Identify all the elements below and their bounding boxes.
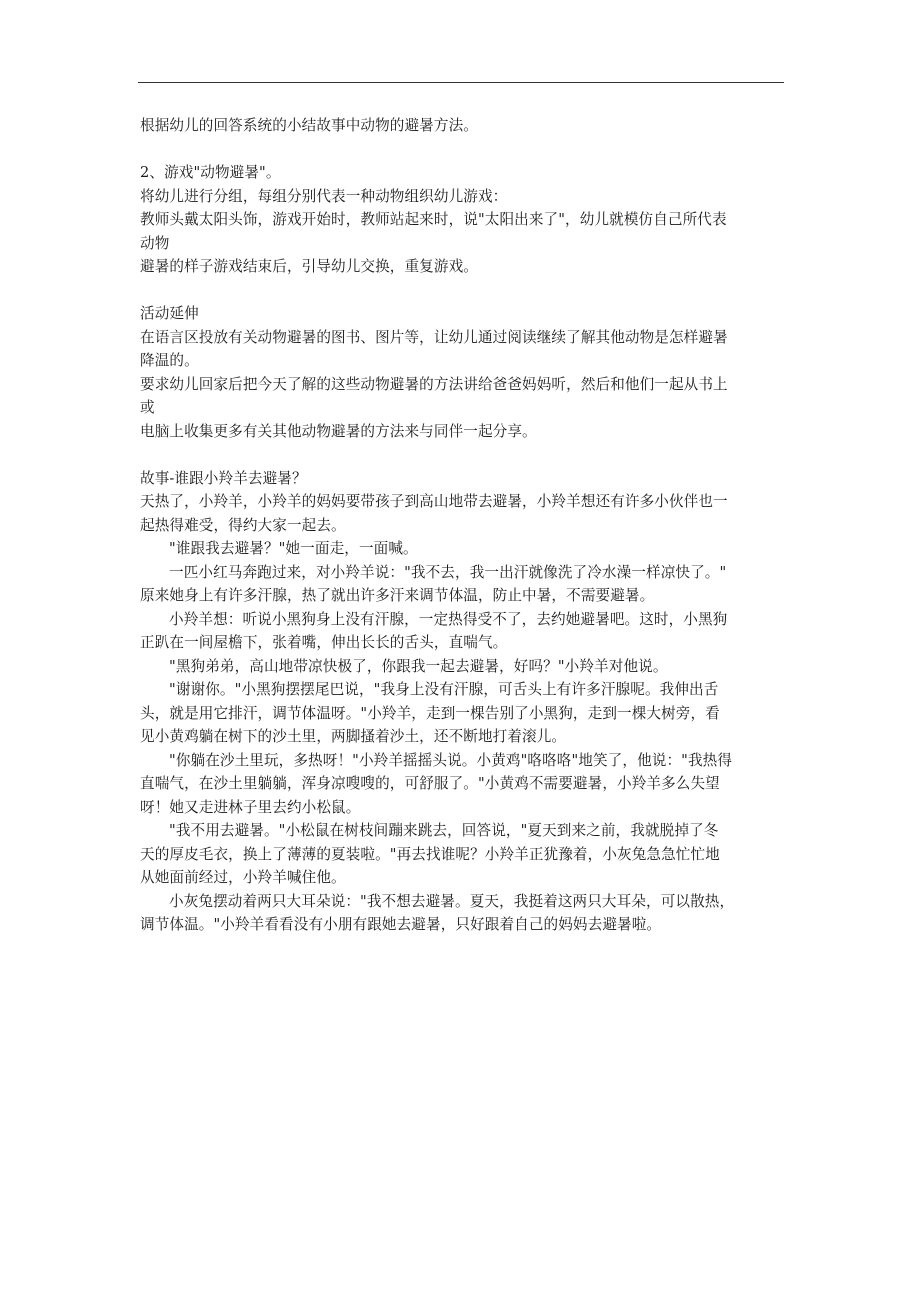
text-line: 根据幼儿的回答系统的小结故事中动物的避暑方法。 bbox=[140, 117, 478, 134]
text-line: 见小黄鸡躺在树下的沙土里，两脚搔着沙土，还不断地打着滚儿。 bbox=[140, 728, 567, 745]
section-gap bbox=[140, 138, 784, 162]
text-line: 头，就是用它排汗，调节体温呀。"小羚羊，走到一棵告别了小黑狗，走到一棵大树旁，看 bbox=[140, 704, 720, 722]
text-line: 2、游戏"动物避暑"。 bbox=[140, 164, 281, 181]
text-line: 在语言区投放有关动物避暑的图书、图片等，让幼儿通过阅读继续了解其他动物是怎样避暑 bbox=[140, 328, 728, 346]
section-gap bbox=[140, 279, 784, 303]
section-summary bbox=[140, 114, 784, 138]
document-body bbox=[140, 114, 784, 937]
header-rule bbox=[138, 82, 784, 83]
text-line: 一匹小红马奔跑过来，对小羚羊说："我不去，我一出汗就像洗了冷水澡一样凉快了。" bbox=[169, 563, 727, 581]
text-line: "黑狗弟弟，高山地带凉快极了，你跟我一起去避暑，好吗？"小羚羊对他说。 bbox=[169, 657, 668, 675]
section-game bbox=[140, 161, 784, 279]
section-story bbox=[140, 467, 784, 937]
text-line: 故事-谁跟小羚羊去避暑？ bbox=[140, 469, 307, 487]
text-line: "我不用去避暑。"小松鼠在树枝间蹦来跳去，回答说，"夏天到来之前，我就脱掉了冬 bbox=[169, 822, 719, 839]
text-line: 小羚羊想：听说小黑狗身上没有汗腺，一定热得受不了，去约她避暑吧。这时，小黑狗 bbox=[169, 610, 728, 628]
section-extension bbox=[140, 302, 784, 443]
text-line: 避暑的样子游戏结束后，引导幼儿交换，重复游戏。 bbox=[140, 258, 478, 275]
text-line: 天热了，小羚羊，小羚羊的妈妈要带孩子到高山地带去避暑，小羚羊想还有许多小伙伴也一 bbox=[140, 493, 728, 510]
text-line: 从她面前经过，小羚羊喊住他。 bbox=[140, 869, 346, 886]
text-line: 或 bbox=[140, 399, 155, 416]
text-line: 调节体温。"小羚羊看看没有小朋有跟她去避暑，只好跟着自己的妈妈去避暑啦。 bbox=[140, 916, 662, 933]
text-line: 将幼儿进行分组，每组分别代表一种动物组织幼儿游戏： bbox=[140, 187, 508, 205]
text-line: 降温的。 bbox=[140, 352, 199, 369]
text-line: 天的厚皮毛衣，换上了薄薄的夏装啦。"再去找谁呢？小羚羊正犹豫着，小灰兔急急忙忙地 bbox=[140, 845, 720, 863]
text-line: 小灰兔摆动着两只大耳朵说："我不想去避暑。夏天，我挺着这两只大耳朵，可以散热， bbox=[169, 892, 735, 910]
text-line: 呀！她又走进林子里去约小松鼠。 bbox=[140, 798, 361, 816]
text-line: 电脑上收集更多有关其他动物避暑的方法来与同伴一起分享。 bbox=[140, 422, 537, 440]
text-line: 要求幼儿回家后把今天了解的这些动物避暑的方法讲给爸爸妈妈听，然后和他们一起从书上 bbox=[140, 375, 728, 393]
text-line: 起热得难受，得约大家一起去。 bbox=[140, 516, 346, 534]
text-line: "谢谢你。"小黑狗摆摆尾巴说，"我身上没有汗腺，可舌头上有许多汗腺呢。我伸出舌 bbox=[169, 681, 719, 698]
text-line: 直喘气，在沙土里躺躺，浑身凉嗖嗖的，可舒服了。"小黄鸡不需要避暑，小羚羊多么失望 bbox=[140, 775, 720, 792]
text-line: 动物 bbox=[140, 234, 170, 252]
text-line: 教师头戴太阳头饰，游戏开始时，教师站起来时，说"太阳出来了"，幼儿就模仿自己所代表 bbox=[140, 211, 727, 228]
text-line: 原来她身上有许多汗腺，热了就出许多汗来调节体温，防止中暑，不需要避暑。 bbox=[140, 587, 655, 604]
section-gap bbox=[140, 443, 784, 467]
text-line: "你躺在沙土里玩，多热呀！"小羚羊摇摇头说。小黄鸡"咯咯咯"地笑了，他说："我热得 bbox=[169, 751, 733, 769]
text-line: 正趴在一间屋檐下，张着嘴，伸出长长的舌头，直喘气。 bbox=[140, 634, 508, 651]
text-line: 活动延伸 bbox=[140, 305, 199, 322]
text-line: "谁跟我去避暑？"她一面走，一面喊。 bbox=[169, 540, 418, 557]
